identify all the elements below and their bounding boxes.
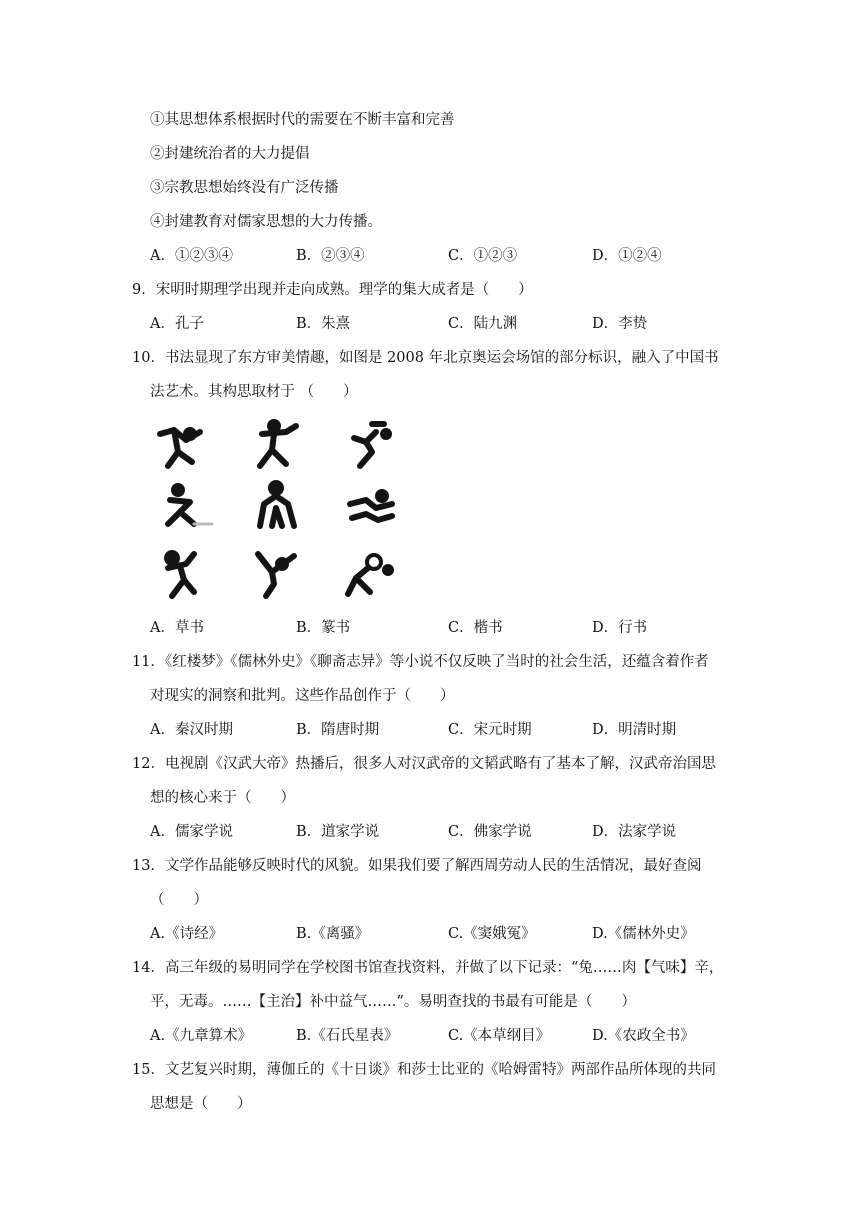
q11-option-b[interactable]: B．隋唐时期 — [296, 722, 380, 738]
q13-stem-line1: 13．文学作品能够反映时代的风貌。如果我们要了解西周劳动人民的生活情况，最好查阅 — [132, 858, 702, 874]
q13-option-b[interactable]: B.《离骚》 — [296, 926, 370, 942]
q10-option-d[interactable]: D．行书 — [592, 620, 648, 636]
q11-option-c[interactable]: C．宋元时期 — [448, 722, 532, 738]
q9-option-a[interactable]: A．孔子 — [150, 316, 204, 332]
pictogram-diving-icon — [354, 424, 389, 466]
q14-stem-line2: 平，无毒。……【主治】补中益气……”。易明查找的书最有可能是（ ） — [150, 994, 636, 1010]
q12-stem-line1: 12．电视剧《汉武大帝》热播后，很多人对汉武帝的文韬武略有了基本了解，汉武帝治国思 — [132, 756, 716, 772]
pictogram-fencing-icon — [260, 422, 296, 466]
q13-option-d[interactable]: D.《儒林外史》 — [592, 926, 695, 942]
statement-1: ①其思想体系根据时代的需要在不断丰富和完善 — [150, 112, 455, 128]
q8-option-d[interactable]: D．①②④ — [592, 248, 662, 264]
pictogram-boxing-icon — [167, 553, 194, 596]
q10-stem-line1: 10．书法显现了东方审美情趣，如图是 2008 年北京奥运会场馆的部分标识，融入了中国书 — [132, 350, 719, 366]
q12-option-a[interactable]: A．儒家学说 — [150, 824, 233, 840]
statement-4: ④封建教育对儒家思想的大力传播。 — [150, 214, 382, 230]
q8-option-a[interactable]: A．①②③④ — [150, 248, 233, 264]
pictogram-gymnastics-icon — [168, 486, 212, 524]
q14-option-d[interactable]: D.《农政全书》 — [592, 1028, 695, 1044]
statement-2: ②封建统治者的大力提倡 — [150, 146, 310, 162]
q12-option-d[interactable]: D．法家学说 — [592, 824, 677, 840]
pictogram-wrestling-icon — [260, 483, 294, 526]
q15-stem-line1: 15．文艺复兴时期，薄伽丘的《十日谈》和莎士比亚的《哈姆雷特》两部作品所体现的共同 — [132, 1062, 716, 1078]
q14-option-a[interactable]: A.《九章算术》 — [150, 1028, 253, 1044]
q11-option-d[interactable]: D．明清时期 — [592, 722, 677, 738]
q9-option-c[interactable]: C．陆九渊 — [448, 316, 518, 332]
q11-option-a[interactable]: A．秦汉时期 — [150, 722, 233, 738]
statement-3: ③宗教思想始终没有广泛传播 — [150, 180, 339, 196]
q12-stem-line2: 想的核心来于（ ） — [150, 790, 295, 806]
q10-option-c[interactable]: C．楷书 — [448, 620, 503, 636]
q14-option-b[interactable]: B.《石氏星表》 — [296, 1028, 399, 1044]
olympic-pictogram-figure — [150, 416, 410, 608]
pictogram-taekwondo-icon — [258, 554, 294, 596]
q10-stem-line2: 法艺术。其构思取材于 （ ） — [150, 384, 358, 400]
q14-stem-line1: 14．高三年级的易明同学在学校图书馆查找资料，并做了以下记录：“兔……肉【气味】辛， — [132, 960, 724, 976]
q10-option-b[interactable]: B．篆书 — [296, 620, 351, 636]
q13-option-c[interactable]: C.《窦娥冤》 — [448, 926, 536, 942]
q15-stem-line2: 思想是（ ） — [150, 1096, 252, 1112]
q8-option-c[interactable]: C．①②③ — [448, 248, 518, 264]
pictogram-tennis-icon — [348, 555, 391, 594]
q11-stem-line2: 对现实的洞察和批判。这些作品创作于（ ） — [150, 688, 455, 704]
q9-option-b[interactable]: B．朱熹 — [296, 316, 351, 332]
q10-option-a[interactable]: A．草书 — [150, 620, 204, 636]
q14-option-c[interactable]: C.《本草纲目》 — [448, 1028, 551, 1044]
q13-option-a[interactable]: A.《诗经》 — [150, 926, 224, 942]
pictogram-weightlifting-icon — [160, 430, 200, 466]
q8-option-b[interactable]: B．②③④ — [296, 248, 365, 264]
q9-stem: 9．宋明时期理学出现并走向成熟。理学的集大成者是（ ） — [132, 282, 533, 298]
q12-option-b[interactable]: B．道家学说 — [296, 824, 380, 840]
q9-option-d[interactable]: D．李贽 — [592, 316, 648, 332]
q12-option-c[interactable]: C．佛家学说 — [448, 824, 532, 840]
q13-stem-line2: （ ） — [150, 892, 208, 908]
q11-stem-line1: 11．《红楼梦》《儒林外史》《聊斋志异》等小说不仅反映了当时的社会生活，还蕴含着作者 — [132, 654, 709, 670]
pictogram-swimming-icon — [350, 492, 392, 520]
